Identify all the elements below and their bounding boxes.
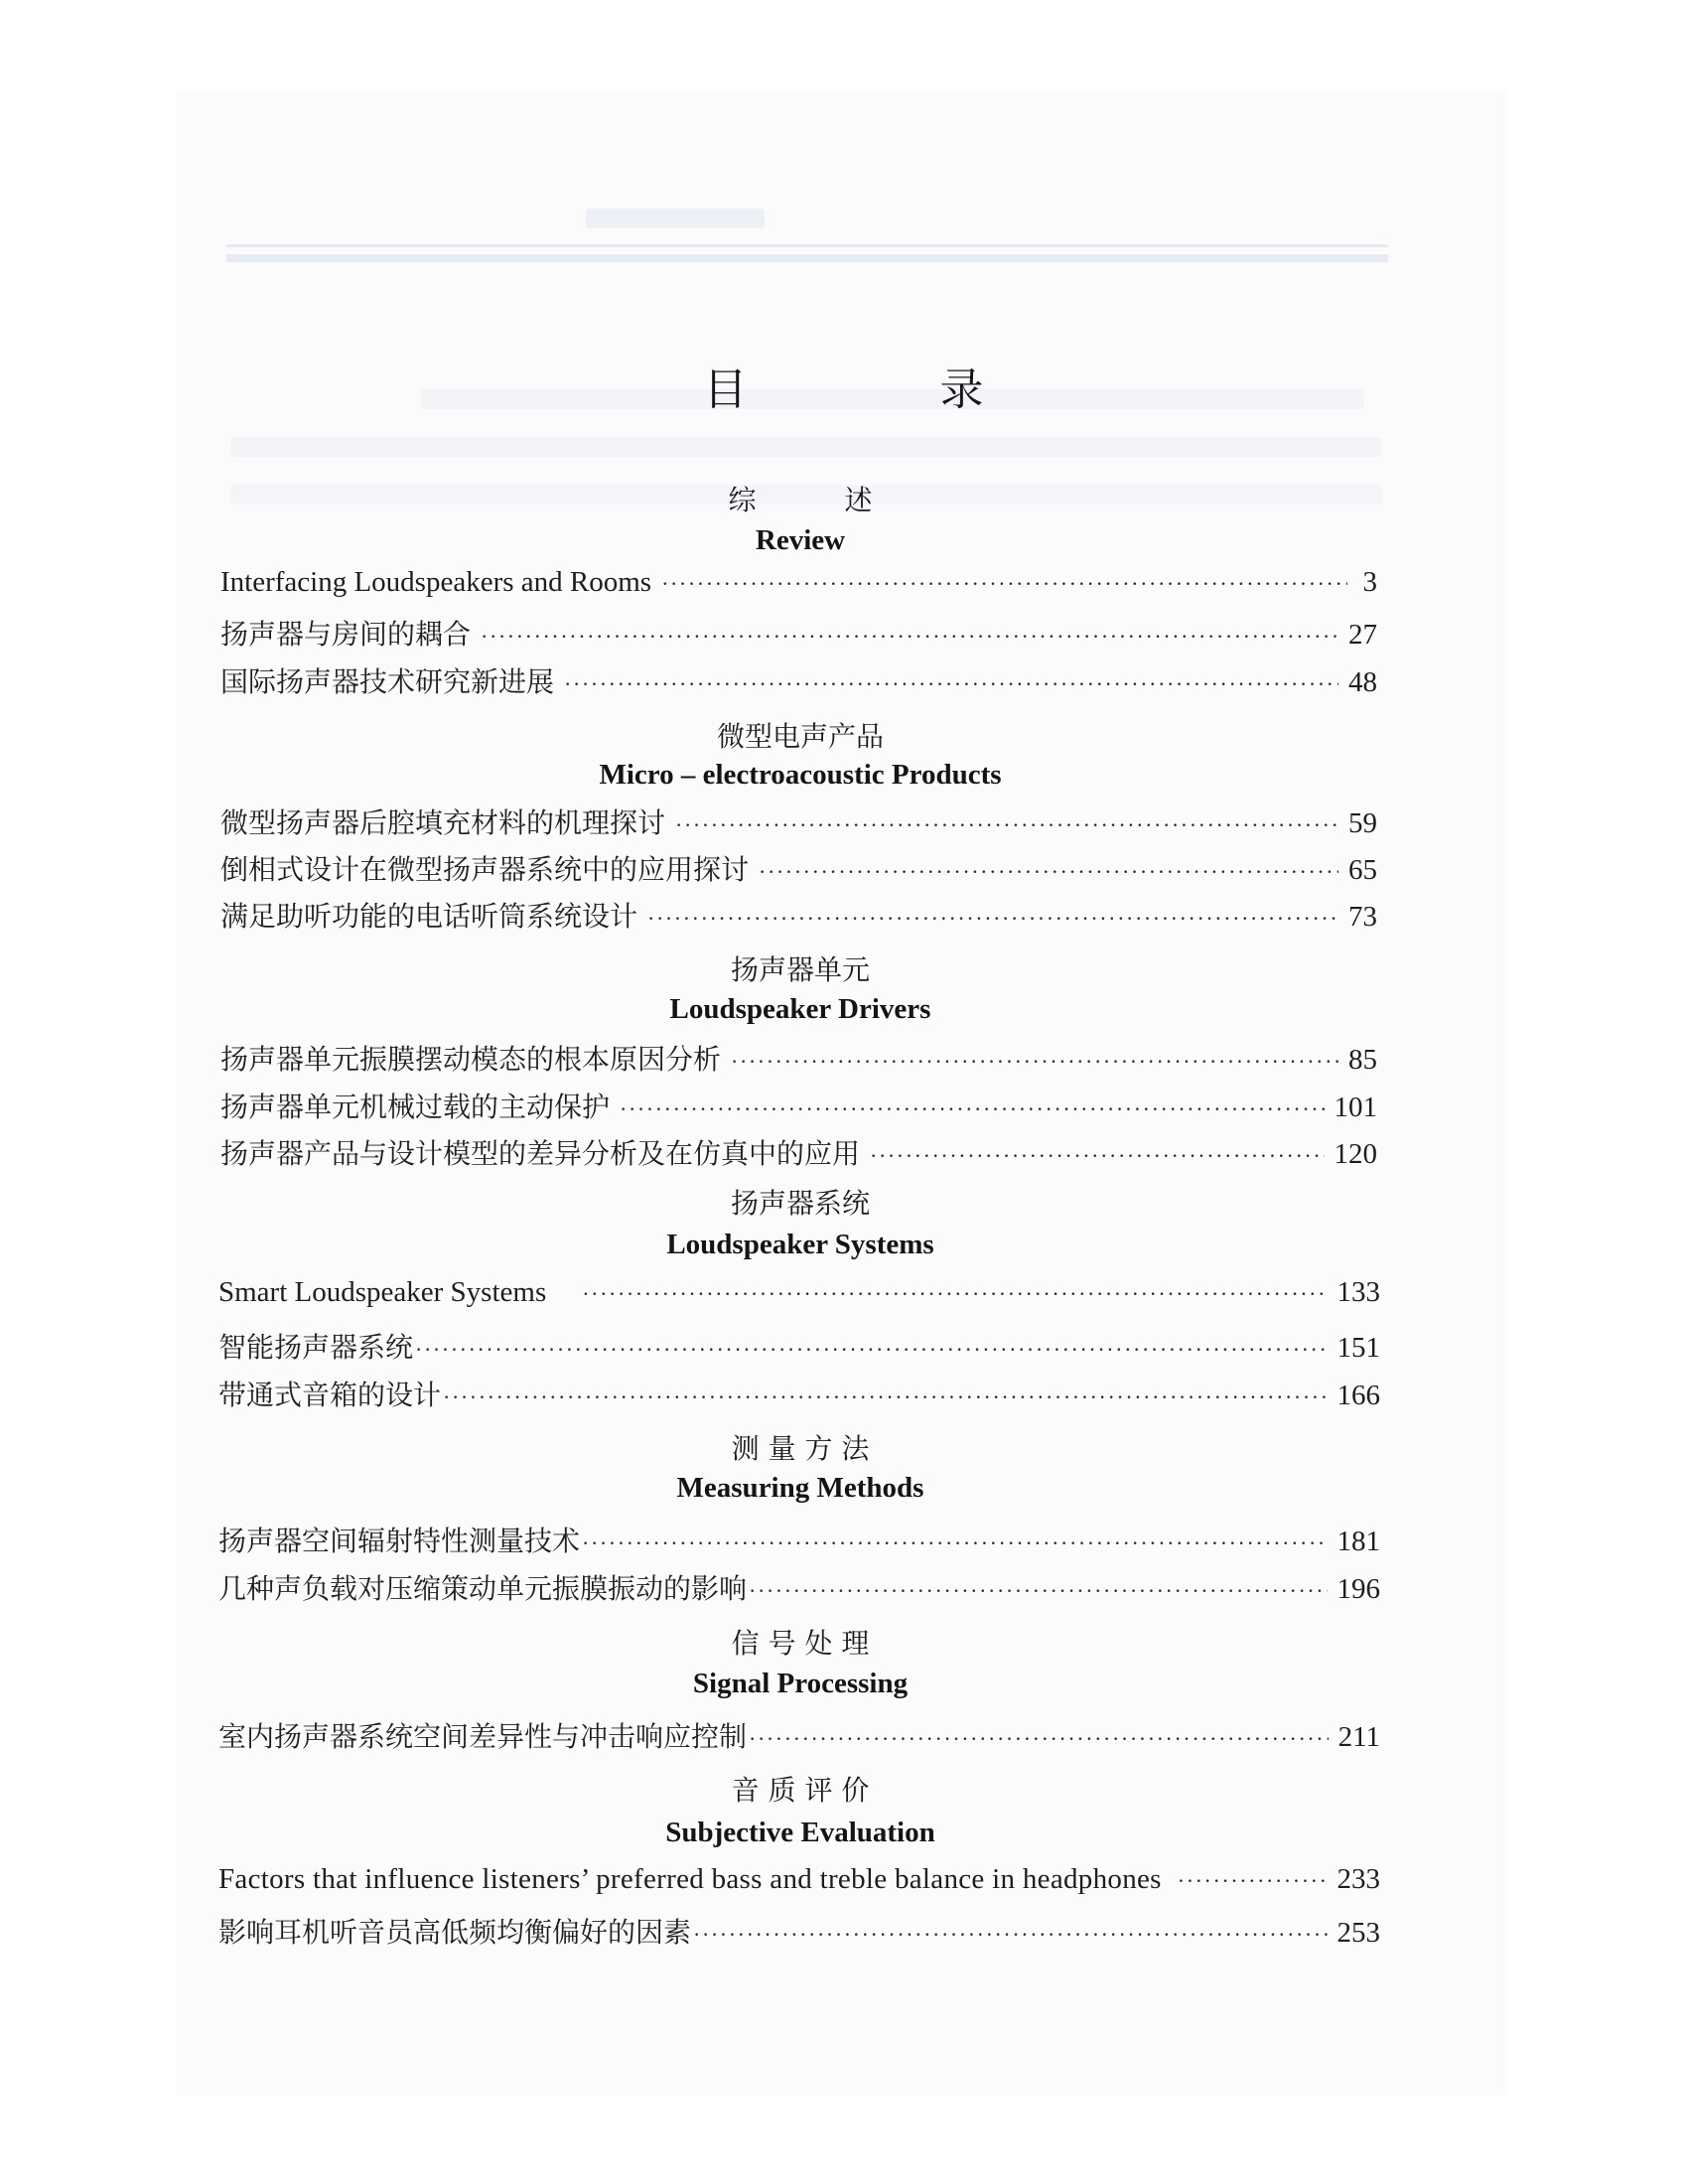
dot-leader (675, 812, 1338, 838)
toc-entry-title: Interfacing Loudspeakers and Rooms (220, 566, 652, 598)
dot-leader (564, 671, 1338, 697)
dot-leader (693, 1922, 1327, 1948)
toc-entry[interactable] (220, 1086, 1377, 1125)
toc-entry[interactable] (220, 660, 1377, 700)
dot-leader (759, 859, 1338, 885)
section-heading-zh: 信 号 处 理 (731, 1627, 870, 1660)
toc-entry-page: 166 (1336, 1380, 1380, 1411)
toc-entry[interactable] (218, 1276, 1380, 1316)
toc-entry[interactable] (220, 1038, 1377, 1078)
toc-entry-title: 满足助听功能的电话听筒系统设计 (220, 900, 638, 933)
toc-entry-title: 扬声器产品与设计模型的差异分析及在仿真中的应用 (220, 1137, 861, 1170)
toc-entry-page: 73 (1348, 901, 1377, 933)
toc-entry-title: 倒相式设计在微型扬声器系统中的应用探讨 (220, 853, 750, 886)
dot-leader (582, 1530, 1327, 1556)
toc-entry-title: 微型扬声器后腔填充材料的机理探讨 (220, 806, 666, 839)
toc-entry[interactable] (218, 1567, 1380, 1607)
section-heading-en: Loudspeaker Drivers (669, 993, 931, 1025)
toc-entry-page: 85 (1348, 1044, 1377, 1076)
toc-entry[interactable] (218, 1374, 1380, 1413)
toc-entry[interactable] (220, 1132, 1377, 1172)
section-heading-en: Signal Processing (692, 1668, 909, 1699)
toc-entry-page: 48 (1348, 666, 1377, 698)
bleed-through-text (586, 209, 765, 228)
toc-entry-page: 120 (1334, 1138, 1377, 1170)
toc-entry-title: 国际扬声器技术研究新进展 (220, 665, 555, 698)
section-heading-zh: 扬声器单元 (730, 953, 870, 986)
toc-entry-page: 59 (1348, 807, 1377, 839)
dot-leader (582, 1281, 1327, 1307)
dot-leader (749, 1726, 1329, 1752)
dot-leader (620, 1096, 1324, 1122)
toc-entry-page: 253 (1336, 1917, 1380, 1949)
dot-leader (647, 906, 1338, 932)
toc-entry-title: 带通式音箱的设计 (218, 1379, 442, 1411)
toc-entry-page: 233 (1336, 1863, 1380, 1895)
toc-entry[interactable] (218, 1326, 1380, 1366)
section-heading-zh: 微型电声产品 (716, 720, 884, 753)
section-heading-en: Micro – electroacoustic Products (599, 759, 1002, 791)
toc-entry-page: 101 (1334, 1092, 1377, 1123)
toc-entry-title: 影响耳机听音员高低频均衡偏好的因素 (218, 1916, 692, 1949)
bleed-through-header-rule-thick (226, 254, 1388, 262)
section-heading-zh: 音 质 评 价 (731, 1774, 870, 1807)
toc-entry[interactable] (220, 613, 1377, 653)
toc-entry-title: 扬声器空间辐射特性测量技术 (218, 1525, 581, 1557)
dot-leader (415, 1337, 1327, 1363)
dot-leader (661, 571, 1347, 597)
toc-entry-title: 室内扬声器系统空间差异性与冲击响应控制 (218, 1720, 748, 1753)
toc-entry[interactable] (218, 1911, 1380, 1951)
toc-entry-title: 扬声器单元机械过载的主动保护 (220, 1091, 611, 1123)
toc-entry-title: 几种声负载对压缩策动单元振膜振动的影响 (218, 1572, 748, 1605)
dot-leader (749, 1578, 1327, 1604)
toc-entry[interactable] (220, 848, 1377, 888)
toc-entry-page: 211 (1337, 1721, 1380, 1753)
section-heading-en: Subjective Evaluation (665, 1817, 935, 1848)
toc-entry-title: 智能扬声器系统 (218, 1331, 414, 1364)
toc-entry[interactable] (220, 895, 1377, 935)
toc-entry-page: 151 (1336, 1332, 1380, 1364)
bleed-through-header-rule (226, 244, 1388, 247)
dot-leader (870, 1143, 1324, 1169)
section-heading-en: Loudspeaker Systems (666, 1229, 934, 1260)
toc-entry-page: 27 (1348, 619, 1377, 651)
section-heading-zh: 扬声器系统 (730, 1187, 870, 1220)
toc-entry[interactable] (218, 1520, 1380, 1559)
section-heading-zh: 综 述 (728, 484, 913, 516)
toc-entry-title: 扬声器单元振膜摆动模态的根本原因分析 (220, 1043, 722, 1076)
toc-entry-title: Smart Loudspeaker Systems (218, 1276, 547, 1308)
dot-leader (1178, 1868, 1328, 1894)
toc-entry[interactable] (218, 1863, 1380, 1903)
section-heading-en: Review (755, 524, 846, 556)
section-heading-en: Measuring Methods (676, 1472, 924, 1504)
dot-leader (481, 624, 1338, 650)
page-title: 目 录 (703, 364, 1073, 415)
dot-leader (443, 1384, 1327, 1410)
bleed-through-text (230, 437, 1382, 457)
toc-entry-title: Factors that influence listeners’ preferred bass and treble balance in headphones (218, 1863, 1162, 1895)
toc-entry-page: 181 (1336, 1526, 1380, 1557)
toc-entry-title: 扬声器与房间的耦合 (220, 618, 472, 651)
section-heading-zh: 测 量 方 法 (731, 1432, 870, 1465)
toc-entry[interactable] (218, 1715, 1380, 1755)
dot-leader (731, 1049, 1338, 1075)
toc-entry-page: 133 (1336, 1276, 1380, 1308)
toc-entry-page: 196 (1336, 1573, 1380, 1605)
toc-entry[interactable] (220, 566, 1377, 606)
toc-entry-page: 3 (1362, 566, 1377, 598)
toc-entry-page: 65 (1348, 854, 1377, 886)
toc-entry[interactable] (220, 801, 1377, 841)
